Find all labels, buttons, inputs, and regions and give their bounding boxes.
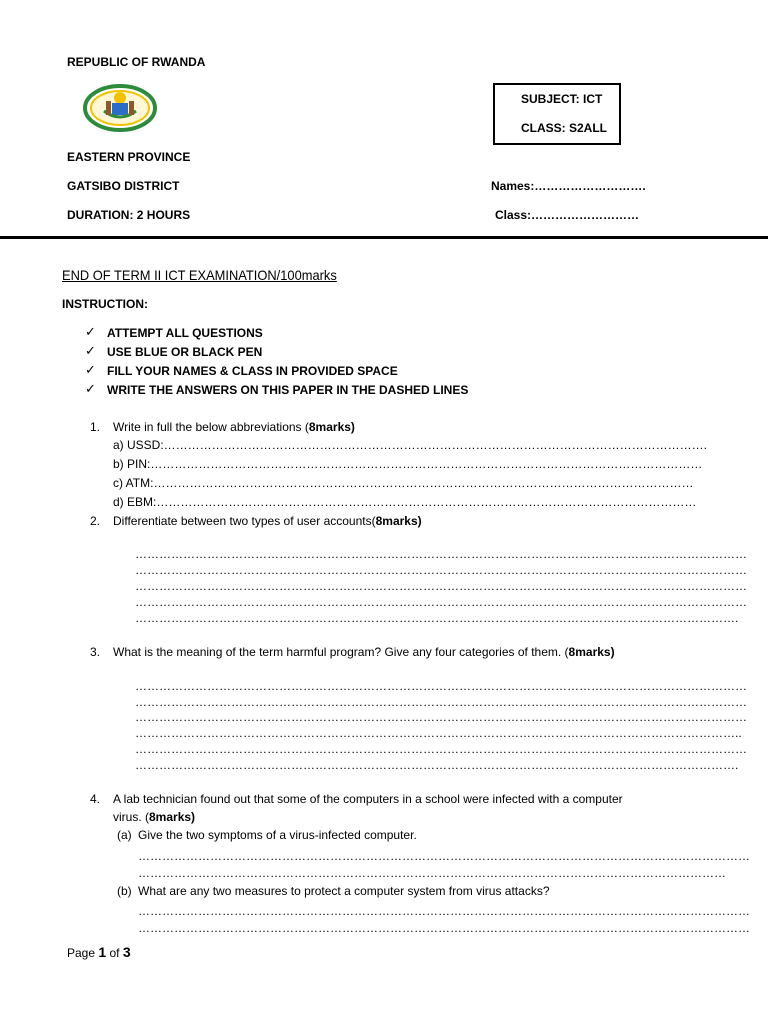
answer-line[interactable]: d) EBM:……………………………………………………………………………………………………………………… <box>113 495 697 509</box>
instruction-item: WRITE THE ANSWERS ON THIS PAPER IN THE DASHED LINES <box>107 383 469 397</box>
instruction-item: USE BLUE OR BLACK PEN <box>107 345 263 359</box>
answer-line[interactable]: ……………………………………………………………………………………………………………………………………. <box>135 611 739 625</box>
answer-line[interactable]: ……………………………………………………………………………………………………………………………………… <box>135 547 747 561</box>
subquestion-b-text: What are any two measures to protect a computer system from virus attacks? <box>138 884 550 898</box>
class-field[interactable]: Class:……………………… <box>495 208 640 222</box>
check-icon: ✓ <box>85 343 96 358</box>
header-divider <box>0 236 768 239</box>
answer-line[interactable]: ……………………………………………………………………………………………………………………………………… <box>138 904 750 918</box>
names-field[interactable]: Names:………………………. <box>491 179 646 193</box>
answer-line[interactable]: c) ATM:……………………………………………………………………………………………………………………… <box>113 476 694 490</box>
subquestion-label: (a) <box>117 828 132 842</box>
check-icon: ✓ <box>85 381 96 396</box>
question-4-text-cont: virus. (8marks) <box>113 810 196 824</box>
question-2-text: Differentiate between two types of user accounts(8marks) <box>113 514 422 528</box>
question-4-text: A lab technician found out that some of the computers in a school were infected with a computer <box>113 792 623 806</box>
class-label: CLASS: S2ALL <box>521 121 608 135</box>
answer-line[interactable]: ……………………………………………………………………………………………………………………………………… <box>135 579 747 593</box>
instruction-heading: INSTRUCTION: <box>62 297 148 311</box>
check-icon: ✓ <box>85 362 96 377</box>
subquestion-label: (b) <box>117 884 132 898</box>
answer-line[interactable]: ……………………………………………………………………………………………………………………………………… <box>135 563 747 577</box>
answer-line[interactable]: ……………………………………………………………………………………………………………………………………. <box>135 758 739 772</box>
question-3-text: What is the meaning of the term harmful program? Give any four categories of them. (8marks) <box>113 645 615 659</box>
answer-line[interactable]: ……………………………………………………………………………………………………………………………………… <box>135 679 747 693</box>
subquestion-a-text: Give the two symptoms of a virus-infected computer. <box>138 828 417 842</box>
question-number: 1. <box>90 420 101 434</box>
answer-line[interactable]: a) USSD:………………………………………………………………………………………………………………………. <box>113 438 708 452</box>
exam-title: END OF TERM II ICT EXAMINATION/100marks <box>62 267 337 283</box>
rwanda-emblem-icon <box>82 83 158 133</box>
answer-line[interactable]: …………………………………………………………………………………………………………………………………….. <box>135 726 742 740</box>
subject-label: SUBJECT: ICT <box>521 92 603 106</box>
check-icon: ✓ <box>85 324 96 339</box>
answer-line[interactable]: ……………………………………………………………………………………………………………………………………… <box>135 742 747 756</box>
question-number: 4. <box>90 792 101 806</box>
instruction-item: ATTEMPT ALL QUESTIONS <box>107 326 263 340</box>
instruction-item: FILL YOUR NAMES & CLASS IN PROVIDED SPACE <box>107 364 398 378</box>
answer-line[interactable]: ……………………………………………………………………………………………………………………………………… <box>135 695 747 709</box>
answer-line[interactable]: b) PIN:………………………………………………………………………………………………………………………… <box>113 457 703 471</box>
answer-line[interactable]: ……………………………………………………………………………………………………………………………………… <box>138 921 750 935</box>
duration-label: DURATION: 2 HOURS <box>67 208 191 222</box>
answer-line[interactable]: ……………………………………………………………………………………………………………………………………… <box>138 849 750 863</box>
question-number: 2. <box>90 514 101 528</box>
answer-line[interactable]: ……………………………………………………………………………………………………………………………………… <box>135 595 747 609</box>
answer-line[interactable]: ……………………………………………………………………………………………………………………………………… <box>135 710 747 724</box>
answer-line[interactable]: ………………………………………………………………………………………………………………………………… <box>138 866 726 880</box>
question-number: 3. <box>90 645 101 659</box>
district-label: GATSIBO DISTRICT <box>67 179 180 193</box>
province-label: EASTERN PROVINCE <box>67 150 191 164</box>
country-heading: REPUBLIC OF RWANDA <box>67 55 206 69</box>
question-1-text: Write in full the below abbreviations (8marks) <box>113 420 355 434</box>
page-footer: Page 1 of 3 <box>67 944 131 960</box>
